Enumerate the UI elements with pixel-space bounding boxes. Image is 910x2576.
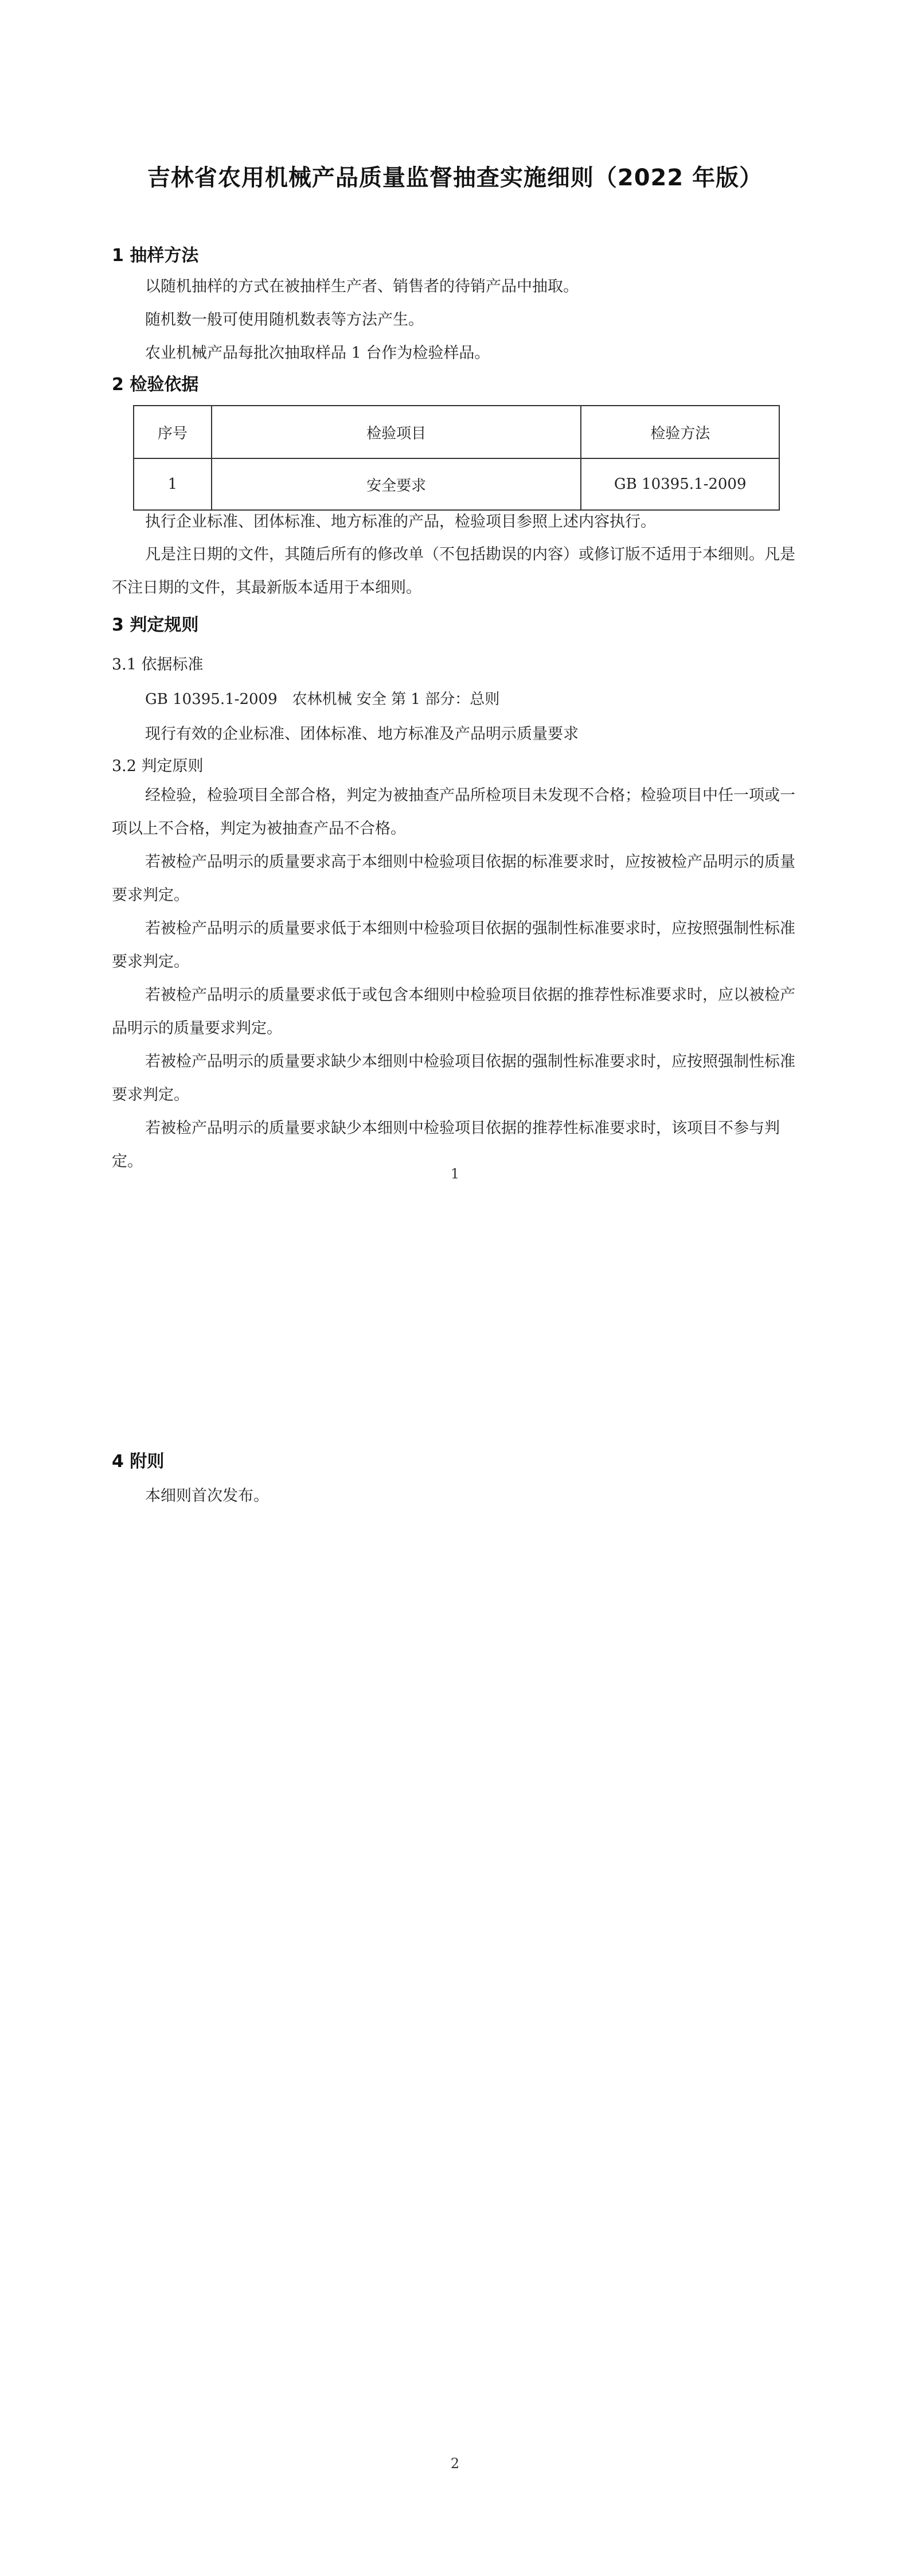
section-1-line-1: 以随机抽样的方式在被抽样生产者、销售者的待销产品中抽取。: [145, 278, 579, 295]
section-3-heading: 3 判定规则: [112, 615, 199, 635]
page-number: 1: [450, 1166, 460, 1182]
subsection-3-2-heading: 3.2 判定原则: [112, 757, 204, 775]
subsection-3-1-heading: 3.1 依据标准: [112, 656, 204, 674]
judgement-paragraph: 若被检产品明示的质量要求低于本细则中检验项目依据的强制性标准要求时，应按照强制性标准要求判定。: [112, 920, 795, 971]
section-2-heading: 2 检验依据: [112, 375, 199, 395]
section-1-line-3: 农业机械产品每批次抽取样品 1 台作为检验样品。: [145, 344, 490, 362]
document-page-2: [0, 1288, 910, 2576]
table-header-cell: 序号: [134, 406, 212, 458]
inspection-table: [133, 405, 780, 511]
table-header-row: [134, 406, 779, 458]
section-2-paragraph: [112, 538, 800, 605]
subsection-3-1-line: 现行有效的企业标准、团体标准、地方标准及产品明示质量要求: [145, 725, 579, 743]
table-cell: 安全要求: [212, 458, 581, 510]
document-title: 吉林省农用机械产品质量监督抽查实施细则（2022 年版）: [147, 165, 763, 191]
section-4-heading: 4 附则: [112, 1452, 165, 1472]
section-2-note: 执行企业标准、团体标准、地方标准的产品，检验项目参照上述内容执行。: [145, 513, 656, 531]
judgement-paragraph: 若被检产品明示的质量要求缺少本细则中检验项目依据的强制性标准要求时，应按照强制性标准要求判定。: [112, 1053, 795, 1104]
judgement-paragraph: 经检验，检验项目全部合格，判定为被抽查产品所检项目未发现不合格；检验项目中任一项或一项以上不合格，判定为被抽查产品不合格。: [112, 787, 795, 838]
judgement-paragraph: 若被检产品明示的质量要求缺少本细则中检验项目依据的推荐性标准要求时，该项目不参与判定。: [112, 1119, 780, 1170]
judgement-principles: [112, 779, 800, 1178]
table-row: [134, 458, 779, 510]
section-1-heading: 1 抽样方法: [112, 246, 199, 266]
section-4-line: 本细则首次发布。: [145, 1487, 269, 1505]
section-1-line-2: 随机数一般可使用随机数表等方法产生。: [145, 311, 424, 329]
reference-standard: [145, 687, 514, 709]
section-2-paragraph-text: 凡是注日期的文件，其随后所有的修改单（不包括勘误的内容）或修订版不适用于本细则。凡是不注日期的文件，其最新版本适用于本细则。: [112, 546, 795, 597]
table-cell: GB 10395.1-2009: [581, 458, 779, 510]
reference-standard-code: GB 10395.1-2009: [145, 691, 278, 708]
table-header-cell: 检验方法: [581, 406, 779, 458]
page-number: 2: [450, 2456, 460, 2472]
reference-standard-title: 农林机械 安全 第 1 部分：总则: [292, 691, 500, 708]
judgement-paragraph: 若被检产品明示的质量要求低于或包含本细则中检验项目依据的推荐性标准要求时，应以被检产品明示的质量要求判定。: [112, 986, 795, 1037]
judgement-paragraph: 若被检产品明示的质量要求高于本细则中检验项目依据的标准要求时，应按被检产品明示的质量要求判定。: [112, 853, 795, 904]
table-cell: 1: [134, 458, 212, 510]
table-header-cell: 检验项目: [212, 406, 581, 458]
